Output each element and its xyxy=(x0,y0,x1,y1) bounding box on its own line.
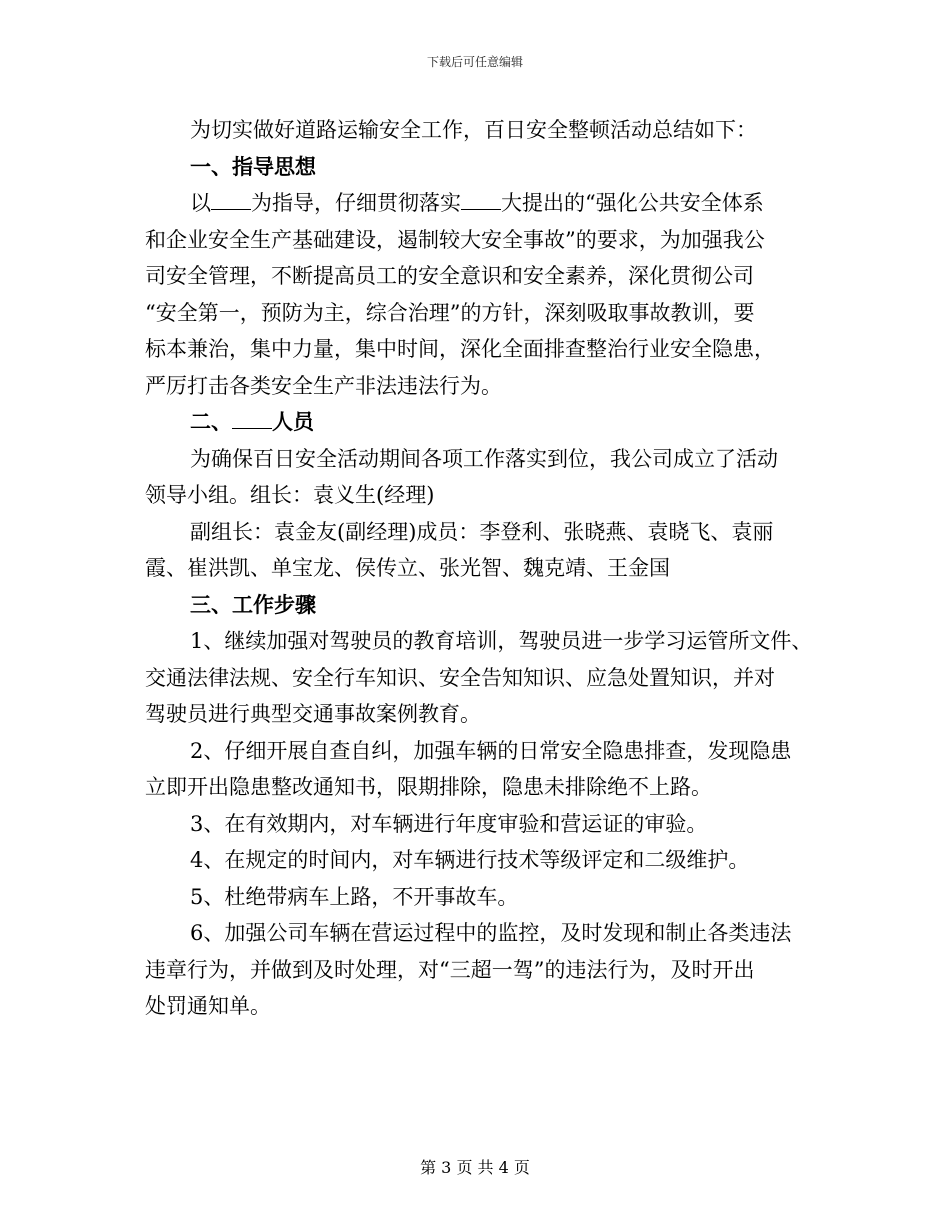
text-fragment: 为指导，仔细贯彻落实 xyxy=(251,191,461,215)
work-step-item-2: 2、仔细开展自查自纠，加强车辆的日常安全隐患排查，发现隐患 xyxy=(190,738,792,763)
paragraph-line: 和企业安全生产基础建设，遏制较大安全事故”的要求，为加强我公 xyxy=(145,227,765,252)
personnel-paragraph-line: 领导小组。组长：袁义生(经理) xyxy=(145,483,435,507)
work-step-item-3: 3、在有效期内，对车辆进行年度审验和营运证的审验。 xyxy=(190,811,708,836)
work-step-item-6-cont: 违章行为，并做到及时处理，对“三超一驾”的违法行为，及时开出 xyxy=(145,957,755,982)
work-step-item-5: 5、杜绝带病车上路，不开事故车。 xyxy=(190,884,519,909)
work-step-item-1-cont: 驾驶员进行典型交通事故案例教育。 xyxy=(145,702,481,726)
fill-in-blank xyxy=(232,407,272,429)
section-heading-guiding-ideology: 一、指导思想 xyxy=(190,153,316,179)
guiding-ideology-paragraph xyxy=(145,185,825,222)
paragraph-line: 标本兼治，集中力量，集中时间，深化全面排查整治行业安全隐患， xyxy=(145,337,775,361)
work-step-item-4: 4、在规定的时间内，对车辆进行技术等级评定和二级维护。 xyxy=(190,848,750,872)
work-step-item-1-cont: 交通法律法规、安全行车知识、安全告知知识、应急处置知识，并对 xyxy=(145,665,775,690)
work-step-item-6-cont: 处罚通知单。 xyxy=(145,994,271,1018)
text-fragment: 以 xyxy=(190,191,211,215)
personnel-members-line: 副组长：袁金友(副经理)成员：李登利、张晓燕、袁晓飞、袁丽 xyxy=(190,519,774,544)
section-heading-personnel xyxy=(145,404,825,441)
work-step-item-6: 6、加强公司车辆在营运过程中的监控，及时发现和制止各类违法 xyxy=(190,921,792,945)
paragraph-line: 严厉打击各类安全生产非法违法行为。 xyxy=(145,373,502,398)
document-body xyxy=(145,112,825,1025)
work-step-item-1: 1、继续加强对驾驶员的教育培训，驾驶员进一步学习运管所文件、 xyxy=(190,629,813,653)
personnel-members-line: 霞、崔洪凯、单宝龙、侯传立、张光智、魏克靖、王金国 xyxy=(145,556,670,580)
fill-in-blank xyxy=(211,188,251,210)
page-number-footer: 第 3 页 共 4 页 xyxy=(420,1158,530,1177)
fill-in-blank xyxy=(461,188,501,210)
intro-paragraph: 为切实做好道路运输安全工作，百日安全整顿活动总结如下： xyxy=(190,118,757,142)
work-step-item-2-cont: 立即开出隐患整改通知书，限期排除，隐患未排除绝不上路。 xyxy=(145,775,712,799)
personnel-paragraph-line: 为确保百日安全活动期间各项工作落实到位，我公司成立了活动 xyxy=(190,446,778,471)
text-fragment: 大提出的“强化公共安全体系 xyxy=(501,191,764,215)
section-heading-work-steps: 三、工作步骤 xyxy=(190,591,316,617)
paragraph-line: 司安全管理，不断提高员工的安全意识和安全素养，深化贯彻公司 xyxy=(145,264,754,288)
heading-suffix: 人员 xyxy=(272,409,314,434)
page-header-note: 下载后可任意编辑 xyxy=(426,55,523,69)
heading-prefix: 二、 xyxy=(190,409,232,434)
paragraph-line: “安全第一，预防为主，综合治理”的方针，深刻吸取事故教训，要 xyxy=(145,300,755,325)
